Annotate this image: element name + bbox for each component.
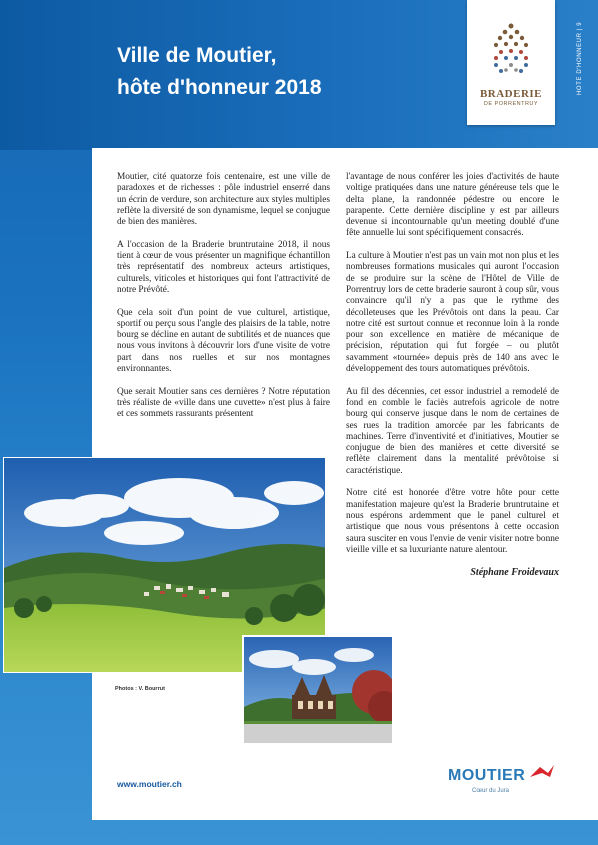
paragraph: Moutier, cité quatorze fois centenaire, est une ville de paradoxes et de richesses : pôle industriel enserré dans un écrin de verdure, son architecture aux styles multiples reflète la diversité de son dynamisme, lequel se conjugue de bien des manières. xyxy=(117,172,330,228)
moutier-logo xyxy=(448,763,558,803)
paragraph: l'avantage de nous conférer les joies d'activités de haute voltige pratiquées dans une nature généreuse tels que le delta plane, la randonnée pédestre ou encore le parapente. Cette dernière discipline y est par ailleurs devenue si incontournable qu'un meeting doublé d'une fête annuelle lui sont spécifiquement consacrés. xyxy=(346,172,559,239)
article-column-left xyxy=(117,172,330,432)
braderie-logo-name: BRADERIE xyxy=(479,88,543,100)
signature: Stéphane Froidevaux xyxy=(470,567,559,579)
section-side-label: HÔTE D'HONNEUR | 9 xyxy=(577,22,583,96)
paragraph: Que serait Moutier sans ces dernières ? Notre réputation très réaliste de «ville dans une cuvette» n'est plus à faire et ces sommets rassurants présentent xyxy=(117,386,330,420)
paragraph: La culture à Moutier n'est pas un vain mot non plus et les nombreuses formations musicales qui auront l'occasion de se produire sur la scène de l'Hôtel de Ville de Porrentruy lors de cette braderie sauront à coup sûr, vous convaincre qu'il n'y a pas que le rythme des décolleteuses que les Prévôtois ont dans la peau. Car notre cité est surtout connue et reconnue loin à la ronde pour son excellence en matière de mécanique de précision, réputation qui fut forgée – ou plutôt savamment «tournée» depuis près de 140 ans avec le développement des tours automatiques prévôtois. xyxy=(346,251,559,375)
moutier-logo-name: MOUTIER xyxy=(448,767,526,784)
article-column-right xyxy=(346,172,559,579)
paragraph: Notre cité est honorée d'être votre hôte pour cette manifestation majeure qu'est la Braderie bruntrutaine et nous espérons ardemment que le panel culturel et artistique que nous vous présentons à cette occasion saura susciter en vous l'envie de venir visiter notre bonne vieille ville et sa luxuriante nature alentour. xyxy=(346,488,559,555)
page-title xyxy=(117,40,437,104)
braderie-crowd-icon xyxy=(489,22,533,74)
title-line-1: Ville de Moutier, xyxy=(117,44,277,67)
website-link[interactable]: www.moutier.ch xyxy=(117,779,182,789)
moutier-logo-tagline: Cœur du Jura xyxy=(472,788,510,794)
braderie-logo-sub: DE PORRENTRUY xyxy=(483,101,539,107)
braderie-logo xyxy=(467,0,555,125)
paragraph: A l'occasion de la Braderie bruntrutaine 2018, il nous tient à cœur de vous présenter un magnifique échantillon très représentatif des nombreux acteurs artistiques, culturels, viticoles et historiques qui font l'attractivité de notre Prévôté. xyxy=(117,239,330,295)
moutier-bird-icon xyxy=(528,763,556,783)
title-line-2: hôte d'honneur 2018 xyxy=(117,76,322,99)
photo-credit: Photos : V. Bourrut xyxy=(115,686,165,692)
paragraph: Au fil des décennies, cet essor industriel a remodelé de fond en comble le faciès autrefois agricole de notre bourg qui conserve jusque dans le nom de certaines de ses rues la tradition amorcée par les fabricants de machines. Terre d'inventivité et d'initiatives, Moutier se conjugue de bien des manières et cette diversité se reflète clairement dans la mentalité prévôtoise si caractéristique. xyxy=(346,386,559,476)
photo-building xyxy=(242,635,394,745)
paragraph: Que cela soit d'un point de vue culturel, artistique, sportif ou perçu sous l'angle des plaisirs de la table, notre bourg se décline en autant de subtilités et de nuances que nous vous invitons à découvrir lors d'une visite de votre part dans nos ruelles et sur nos montagnes environnantes. xyxy=(117,307,330,375)
